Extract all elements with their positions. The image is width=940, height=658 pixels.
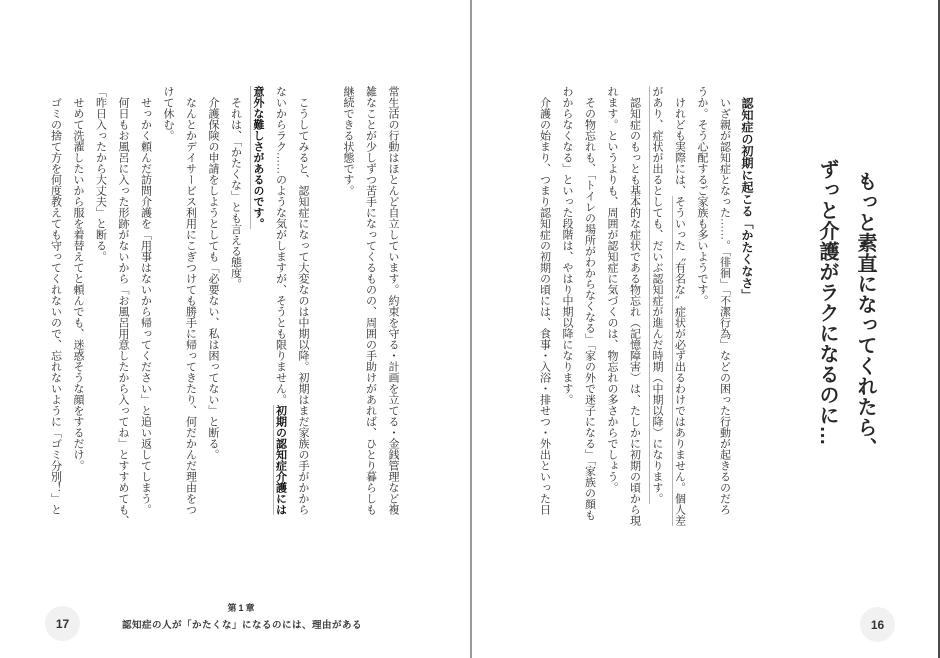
emphasized-text: 初期の認知症介護には [274,405,287,515]
text-column [713,86,736,556]
body-text: せっかく頼んだ訪問介護を「用事はないから帰ってください」と追い返してしまう。 [139,97,152,515]
text-column [247,86,270,556]
footer-chapter-title: 認知症の人が「かたくな」になるのには、理由がある [121,620,362,631]
body-text: 「昨日入ったから大丈夫」と断る。 [94,86,107,262]
text-column [601,86,624,556]
text-column [157,86,180,556]
page-number-badge-right [860,607,895,642]
emphasized-text: そういった〝有名な〞症状が必ず出るわけではありません。個人差 [673,196,686,526]
body-text: それは、「かたくな」とも言える態度。 [229,97,242,290]
body-text: 介護保険の申請をしようとしても「必要ない、私は困ってない」と断る。 [207,97,219,460]
text-column [691,86,714,556]
text-column [646,86,669,556]
text-column [337,86,360,556]
text-column [269,86,292,556]
text-column [202,86,225,556]
body-text: れます。というよりも、周囲が認知症に気づくのは、物忘れの多さからでしょう。 [606,86,618,493]
text-column [623,86,646,556]
page-number-badge-left [45,606,80,641]
body-text: その物忘れも、「トイレの場所がわからなくなる」「家の外で迷子になる」「家族の顔も [583,97,596,521]
body-text: 介護の始まり、つまり認知症の初期の頃には、食事・入浴・排せつ・外出といった日 [538,97,551,515]
text-column [179,86,202,556]
text-column [736,86,759,556]
chapter-title [806,159,884,489]
body-text: なんとかデイサービス利用にこぎつけても勝手に帰ってきたり、何だかんだ理由をつ [184,97,197,515]
body-text: ないからラク……のような気がしますが、そうとも限りません。 [274,86,287,405]
text-column [112,86,135,556]
body-text: いざ親が認知症となった……。「徘徊」「不潔行為」などの困った行動が起きるのだろ [718,97,731,515]
page-gutter-line [470,0,472,658]
body-text-left [42,86,404,556]
text-column [578,86,601,556]
text-column [556,86,579,556]
text-column [67,86,90,556]
text-column [44,86,67,556]
body-text: 継続できる状態です。 [342,86,354,196]
body-text: 常生活の行動はほとんど自立しています。約束を守る・計画を立てる・金銭管理など複 [387,86,399,515]
body-text: うか。そう心配するご家族も多いようです。 [696,86,708,306]
body-text: 雑なことが少しずつ苦手になってくるものの、周囲の手助けがあれば、ひとり暮らしも [364,86,377,515]
text-column [224,86,247,556]
chapter-title-line-2: ずっと介護がラクになるのに… [816,159,838,446]
footer-chapter-label: 第1章 [227,603,257,613]
body-text: わからなくなる」といった段階は、やはり中期以降になります。 [561,86,573,405]
text-column [533,86,556,556]
body-text-right [530,86,758,556]
blank-column [314,86,337,556]
text-column [292,86,315,556]
text-column [668,86,691,556]
chapter-title-line-1: もっと素直になってくれたら、 [854,171,876,458]
running-footer [42,601,442,631]
body-text: 認知症の初期に起こる「かたくなさ」 [740,97,754,301]
page-number-right: 16 [870,617,885,632]
body-text: せめて洗濯したいから服を着替えてと頼んでも、迷惑そうな顔をするだけ。 [72,97,84,471]
body-text: ゴミの捨て方を何度教えても守ってくれないので、忘れないように「ゴミ分別！」と [49,97,62,515]
page-number-left: 17 [55,616,70,631]
body-text: こうしてみると、認知症になって大変なのは中期以降。初期はまだ家族の手がかから [297,97,309,515]
body-text: けれども実際には、 [673,97,686,196]
body-text: けて休む。 [162,86,174,141]
text-column [134,86,157,556]
emphasized-text: があり、症状が出るとしても、だいぶ認知症が進んだ時期（中期以降）になります。 [651,86,663,504]
emphasized-text: 意外な難しさがあるのです。 [252,86,264,229]
text-column [359,86,382,556]
body-text: 何日もお風呂に入った形跡がないから「お風呂用意したから入ってね」とすすめても、 [117,97,129,526]
text-column [382,86,405,556]
text-column [89,86,112,556]
body-text: 認知症のもっとも基本的な症状である物忘れ（記憶障害）は、たしかに初期の頃から現 [628,97,641,526]
